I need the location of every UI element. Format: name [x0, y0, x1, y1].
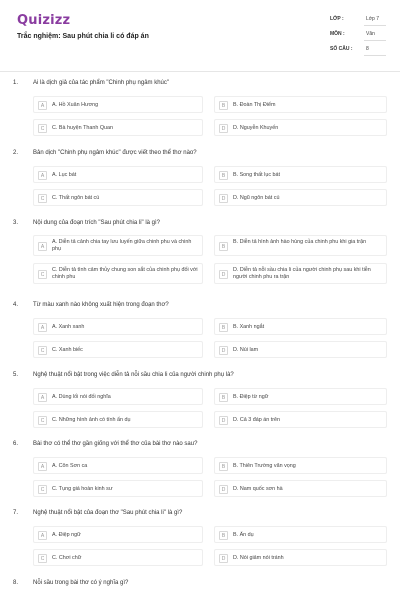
option-text: D. Núi lam [233, 347, 259, 353]
option-text: C. Diễn tả tình cảm thủy chung son sắt của chinh phụ đối với chinh phu [52, 267, 198, 280]
option-letter-box: A [38, 323, 47, 332]
option-text: A. Hồ Xuân Hương [52, 102, 99, 108]
meta-class-value: Lớp 7 [366, 16, 380, 22]
option-c[interactable] [33, 263, 203, 284]
option-letter-box: C [38, 346, 47, 355]
question-number: 7. [13, 510, 19, 516]
option-text: A. Dùng lối nói đối nghĩa [52, 394, 111, 400]
option-b[interactable] [214, 526, 387, 543]
option-a[interactable] [33, 166, 203, 183]
option-letter-box: D [219, 270, 228, 279]
option-text: D. Ngũ ngôn bát cú [233, 195, 280, 201]
option-b[interactable] [214, 388, 387, 405]
option-c[interactable] [33, 411, 203, 428]
option-text: D. Diễn tả nỗi sầu chia li của người chinh phụ sau khi tiễn người chinh phu ra trận [233, 267, 371, 280]
meta-subject-value: Văn [366, 31, 375, 37]
meta-divider [364, 55, 386, 56]
option-text: D. Nam quốc sơn hà [233, 486, 283, 492]
option-letter-box: D [219, 346, 228, 355]
question-number: 1. [13, 80, 19, 86]
option-d[interactable] [214, 549, 387, 566]
option-a[interactable] [33, 318, 203, 335]
option-d[interactable] [214, 411, 387, 428]
option-b[interactable] [214, 166, 387, 183]
option-text: A. Diễn tả cảnh chia tay lưu luyến giữa chinh phu và chinh phụ [52, 239, 192, 252]
question-number: 4. [13, 302, 19, 308]
option-text: B. Đoàn Thị Điểm [233, 102, 276, 108]
question-text: Nội dung của đoạn trích "Sau phút chia li" là gì? [33, 220, 161, 226]
option-letter-box: B [219, 393, 228, 402]
option-d[interactable] [214, 341, 387, 358]
quizizz-logo[interactable]: Quizizz [17, 13, 71, 28]
option-c[interactable] [33, 341, 203, 358]
option-text: A. Xanh xanh [52, 324, 85, 330]
option-b[interactable] [214, 235, 387, 256]
option-letter-box: A [38, 393, 47, 402]
option-letter-box: A [38, 462, 47, 471]
option-b[interactable] [214, 96, 387, 113]
question-text: Nghệ thuật nổi bật trong việc diễn tả nỗi sầu chia li của người chinh phụ là? [33, 372, 234, 378]
question-number: 6. [13, 441, 19, 447]
question-number: 3. [13, 220, 19, 226]
meta-count-value: 8 [366, 46, 369, 52]
option-d[interactable] [214, 189, 387, 206]
option-letter-box: D [219, 485, 228, 494]
meta-count-label: SỐ CÂU : [330, 46, 353, 52]
meta-class [330, 14, 386, 25]
option-letter-box: A [38, 531, 47, 540]
option-b[interactable] [214, 318, 387, 335]
option-a[interactable] [33, 526, 203, 543]
question-number: 8. [13, 580, 19, 586]
option-letter-box: B [219, 101, 228, 110]
option-letter-box: D [219, 416, 228, 425]
option-text: C. Tụng giá hoàn kinh sư [52, 486, 113, 492]
question-text: Bài thơ có thể thơ gần giống với thể thơ của bài thơ nào sau? [33, 441, 198, 447]
option-b[interactable] [214, 457, 387, 474]
worksheet-title: Trắc nghiệm: Sau phút chia li có đáp án [17, 33, 149, 40]
option-d[interactable] [214, 263, 387, 284]
meta-class-label: LỚP : [330, 16, 344, 22]
option-letter-box: B [219, 323, 228, 332]
option-text: B. Song thất lục bát [233, 172, 281, 178]
option-letter-box: D [219, 124, 228, 133]
option-text: B. Điệp từ ngữ [233, 394, 269, 400]
option-text: D. Nguyễn Khuyến [233, 125, 279, 131]
option-d[interactable] [214, 119, 387, 136]
option-letter-box: C [38, 416, 47, 425]
option-text: B. Ẩn dụ [233, 532, 254, 538]
question-text: Nỗi sầu trong bài thơ có ý nghĩa gì? [33, 580, 129, 586]
option-a[interactable] [33, 457, 203, 474]
option-letter-box: A [38, 171, 47, 180]
option-text: D. Nói giảm nói tránh [233, 555, 284, 561]
option-c[interactable] [33, 189, 203, 206]
question-text: Nghệ thuật nổi bật của đoạn thơ "Sau phút chia li" là gì? [33, 510, 183, 516]
option-letter-box: C [38, 270, 47, 279]
meta-divider [364, 40, 386, 41]
option-text: A. Lục bát [52, 172, 77, 178]
option-letter-box: C [38, 485, 47, 494]
option-letter-box: C [38, 194, 47, 203]
option-letter-box: B [219, 462, 228, 471]
meta-subject-label: MÔN : [330, 31, 345, 37]
option-c[interactable] [33, 119, 203, 136]
question-number: 5. [13, 372, 19, 378]
option-text: A. Điệp ngữ [52, 532, 81, 538]
question-text: Bản dịch "Chinh phụ ngâm khúc" được viết theo thể thơ nào? [33, 150, 197, 156]
option-letter-box: B [219, 242, 228, 251]
meta-divider [364, 25, 386, 26]
option-letter-box: C [38, 554, 47, 563]
option-a[interactable] [33, 235, 203, 256]
worksheet-header [0, 0, 400, 72]
option-text: C. Bà huyện Thanh Quan [52, 125, 114, 131]
option-text: B. Diễn tả hình ảnh hào hùng của chinh phu khi gia trận [233, 239, 367, 245]
option-text: C. Chơi chữ [52, 555, 82, 561]
question-number: 2. [13, 150, 19, 156]
option-text: D. Cả 3 đáp án trên [233, 417, 281, 423]
option-letter-box: B [219, 171, 228, 180]
option-c[interactable] [33, 549, 203, 566]
option-text: A. Côn Sơn ca [52, 463, 88, 469]
option-letter-box: D [219, 554, 228, 563]
option-letter-box: A [38, 101, 47, 110]
option-text: C. Xanh biếc [52, 347, 83, 353]
option-text: C. Thất ngôn bát cú [52, 195, 100, 201]
option-c[interactable] [33, 480, 203, 497]
option-d[interactable] [214, 480, 387, 497]
option-letter-box: C [38, 124, 47, 133]
header-divider [0, 71, 400, 72]
question-text: Ai là dịch giả của tác phẩm "Chinh phụ ngâm khúc" [33, 80, 170, 86]
option-letter-box: B [219, 531, 228, 540]
option-text: B. Xanh ngắt [233, 324, 265, 330]
option-letter-box: A [38, 242, 47, 251]
option-letter-box: D [219, 194, 228, 203]
option-text: C. Những hình ảnh có tính ẩn dụ [52, 417, 131, 423]
option-a[interactable] [33, 96, 203, 113]
meta-count [330, 44, 386, 55]
option-a[interactable] [33, 388, 203, 405]
option-text: B. Thiên Trường vãn vọng [233, 463, 296, 469]
meta-subject [330, 29, 386, 40]
question-text: Từ màu xanh nào không xuất hiện trong đoạn thơ? [33, 302, 169, 308]
